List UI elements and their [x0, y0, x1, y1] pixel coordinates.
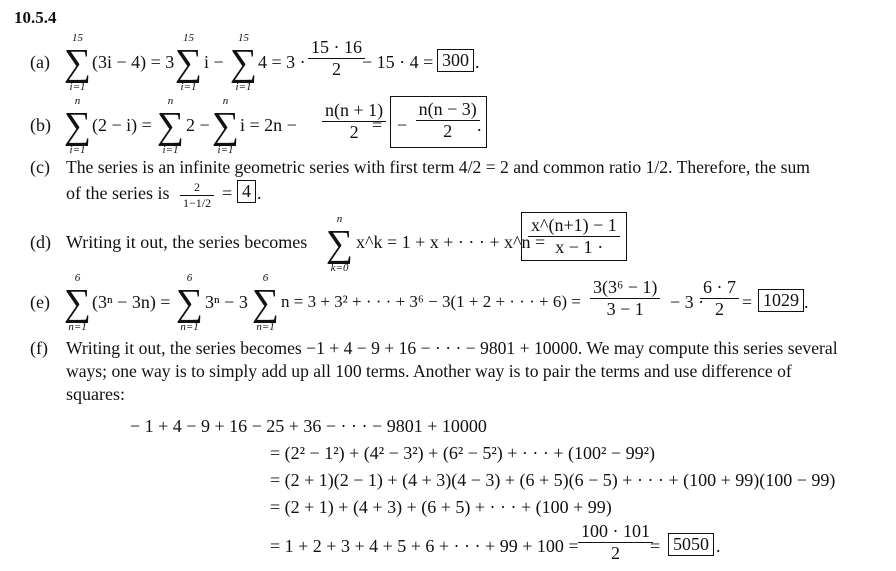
period: .: [475, 52, 480, 72]
sigma-1: 15 ∑ i=1: [64, 32, 92, 93]
sum-upper: n: [167, 95, 174, 107]
part-f-label: (f): [30, 338, 48, 358]
sum-upper: n: [222, 95, 229, 107]
sum-lower: n=1: [256, 321, 275, 333]
e-expr-4: − 3 ·: [670, 292, 705, 312]
f-equals: =: [650, 536, 661, 556]
e-fraction-1: $\frac{\text{3(3⁶ − 1)}}{3 - 1}$: [590, 277, 660, 320]
sigma-3: 6 ∑ n=1: [252, 272, 280, 333]
part-e-label: (e): [30, 292, 50, 312]
b-equals: =: [372, 115, 383, 135]
b-expr-1: (2 − i) =: [92, 115, 152, 135]
f-eq-4: = 1 + 2 + 3 + 4 + 5 + 6 + · · · + 99 + 100 =: [270, 536, 579, 556]
part-c-label: (c): [30, 157, 50, 177]
part-a-label: (a): [30, 52, 50, 72]
sigma-3: n ∑ i=1: [212, 95, 240, 156]
period: .: [598, 232, 603, 252]
c-line-1: The series is an infinite geometric series with first term 4/2 = 2 and common ratio 1/2. Therefore, the sum: [66, 157, 810, 177]
sum-lower: i=1: [69, 81, 86, 93]
sum-lower: i=1: [180, 81, 197, 93]
sum-upper: 6: [186, 272, 193, 284]
sum-upper: 15: [72, 32, 84, 44]
d-answer-box: $\frac{x\^{}(n+1) - 1}{x - 1}$: [521, 212, 627, 261]
sum-upper: 6: [74, 272, 81, 284]
f-fraction: $\frac{100 \cdot 101}{2}$: [578, 521, 653, 564]
sum-upper: 15: [238, 32, 250, 44]
period: .: [716, 536, 721, 556]
sum-upper: 6: [262, 272, 269, 284]
e-expr-2: 3ⁿ − 3: [205, 292, 248, 312]
period: .: [804, 292, 809, 312]
sum-lower: k=0: [330, 262, 349, 274]
e-fraction-2: $\frac{6 \cdot 7}{2}$: [700, 277, 739, 320]
a-expr-4: − 15 · 4 =: [362, 52, 434, 72]
e-equals: =: [742, 292, 753, 312]
a-expr-1: (3i − 4) = 3: [92, 52, 175, 72]
period: .: [477, 115, 482, 135]
minus-sign: −: [397, 115, 408, 135]
c-answer-box: 4: [237, 180, 256, 203]
c-fraction: $\frac{2}{1-1/2}$: [180, 180, 214, 211]
f-eq-0: − 1 + 4 − 9 + 16 − 25 + 36 − · · · − 9801 + 10000: [130, 416, 487, 436]
sum-lower: i=1: [235, 81, 252, 93]
f-answer-box: 5050: [668, 533, 714, 556]
c-equals: =: [222, 183, 233, 203]
sum-lower: n=1: [180, 321, 199, 333]
sigma-2: 6 ∑ n=1: [176, 272, 204, 333]
sigma-1: 6 ∑ n=1: [64, 272, 92, 333]
sigma-2: n ∑ i=1: [157, 95, 185, 156]
b-expr-3: i = 2n −: [240, 115, 297, 135]
sum-upper: n: [336, 213, 343, 225]
c-line-2: of the series is: [66, 183, 170, 203]
part-d-label: (d): [30, 232, 51, 252]
part-b-label: (b): [30, 115, 51, 135]
a-expr-2: i −: [204, 52, 224, 72]
sum-upper: n: [74, 95, 81, 107]
a-expr-3: 4 = 3 ·: [258, 52, 306, 72]
f-eq-3: = (2 + 1) + (4 + 3) + (6 + 5) + · · · + (100 + 99): [270, 497, 612, 517]
a-fraction: $\frac{15 \cdot 16}{2}$: [308, 37, 365, 80]
e-answer-box: 1029: [758, 289, 804, 312]
f-eq-2: = (2 + 1)(2 − 1) + (4 + 3)(4 − 3) + (6 + 5)(6 − 5) + · · · + (100 + 99)(100 − 99): [270, 470, 836, 490]
f-eq-1: = (2² − 1²) + (4² − 3²) + (6² − 5²) + · · · + (100² − 99²): [270, 443, 655, 463]
sigma-2: 15 ∑ i=1: [175, 32, 203, 93]
sum-lower: i=1: [69, 144, 86, 156]
f-line-1: Writing it out, the series becomes −1 + 4 − 9 + 16 − · · · − 9801 + 10000. We may compute this series several: [66, 338, 838, 358]
problem-header: 10.5.4: [14, 8, 57, 27]
b-answer-box: − $\frac{n(n - 3)}{2}$: [390, 96, 487, 148]
d-expr: x^k = 1 + x + · · · + x^n =: [356, 232, 546, 252]
sigma-1: n ∑ i=1: [64, 95, 92, 156]
f-line-3: squares:: [66, 384, 125, 404]
e-expr-3: n = 3 + 3² + · · · + 3⁶ − 3(1 + 2 + · · · + 6) =: [281, 292, 581, 311]
d-text: Writing it out, the series becomes: [66, 232, 308, 252]
sum-lower: i=1: [217, 144, 234, 156]
a-answer-box: 300: [437, 49, 474, 72]
sigma-1: n ∑ k=0: [326, 213, 354, 274]
b-fraction: $\frac{n(n + 1)}{2}$: [322, 100, 386, 143]
sum-lower: i=1: [162, 144, 179, 156]
b-expr-2: 2 −: [186, 115, 210, 135]
e-expr-1: (3ⁿ − 3n) =: [92, 292, 171, 312]
sigma-3: 15 ∑ i=1: [230, 32, 258, 93]
f-line-2: ways; one way is to simply add up all 100 terms. Another way is to pair the terms and use difference of: [66, 361, 792, 381]
period: .: [257, 183, 262, 203]
sum-upper: 15: [183, 32, 195, 44]
sum-lower: n=1: [68, 321, 87, 333]
